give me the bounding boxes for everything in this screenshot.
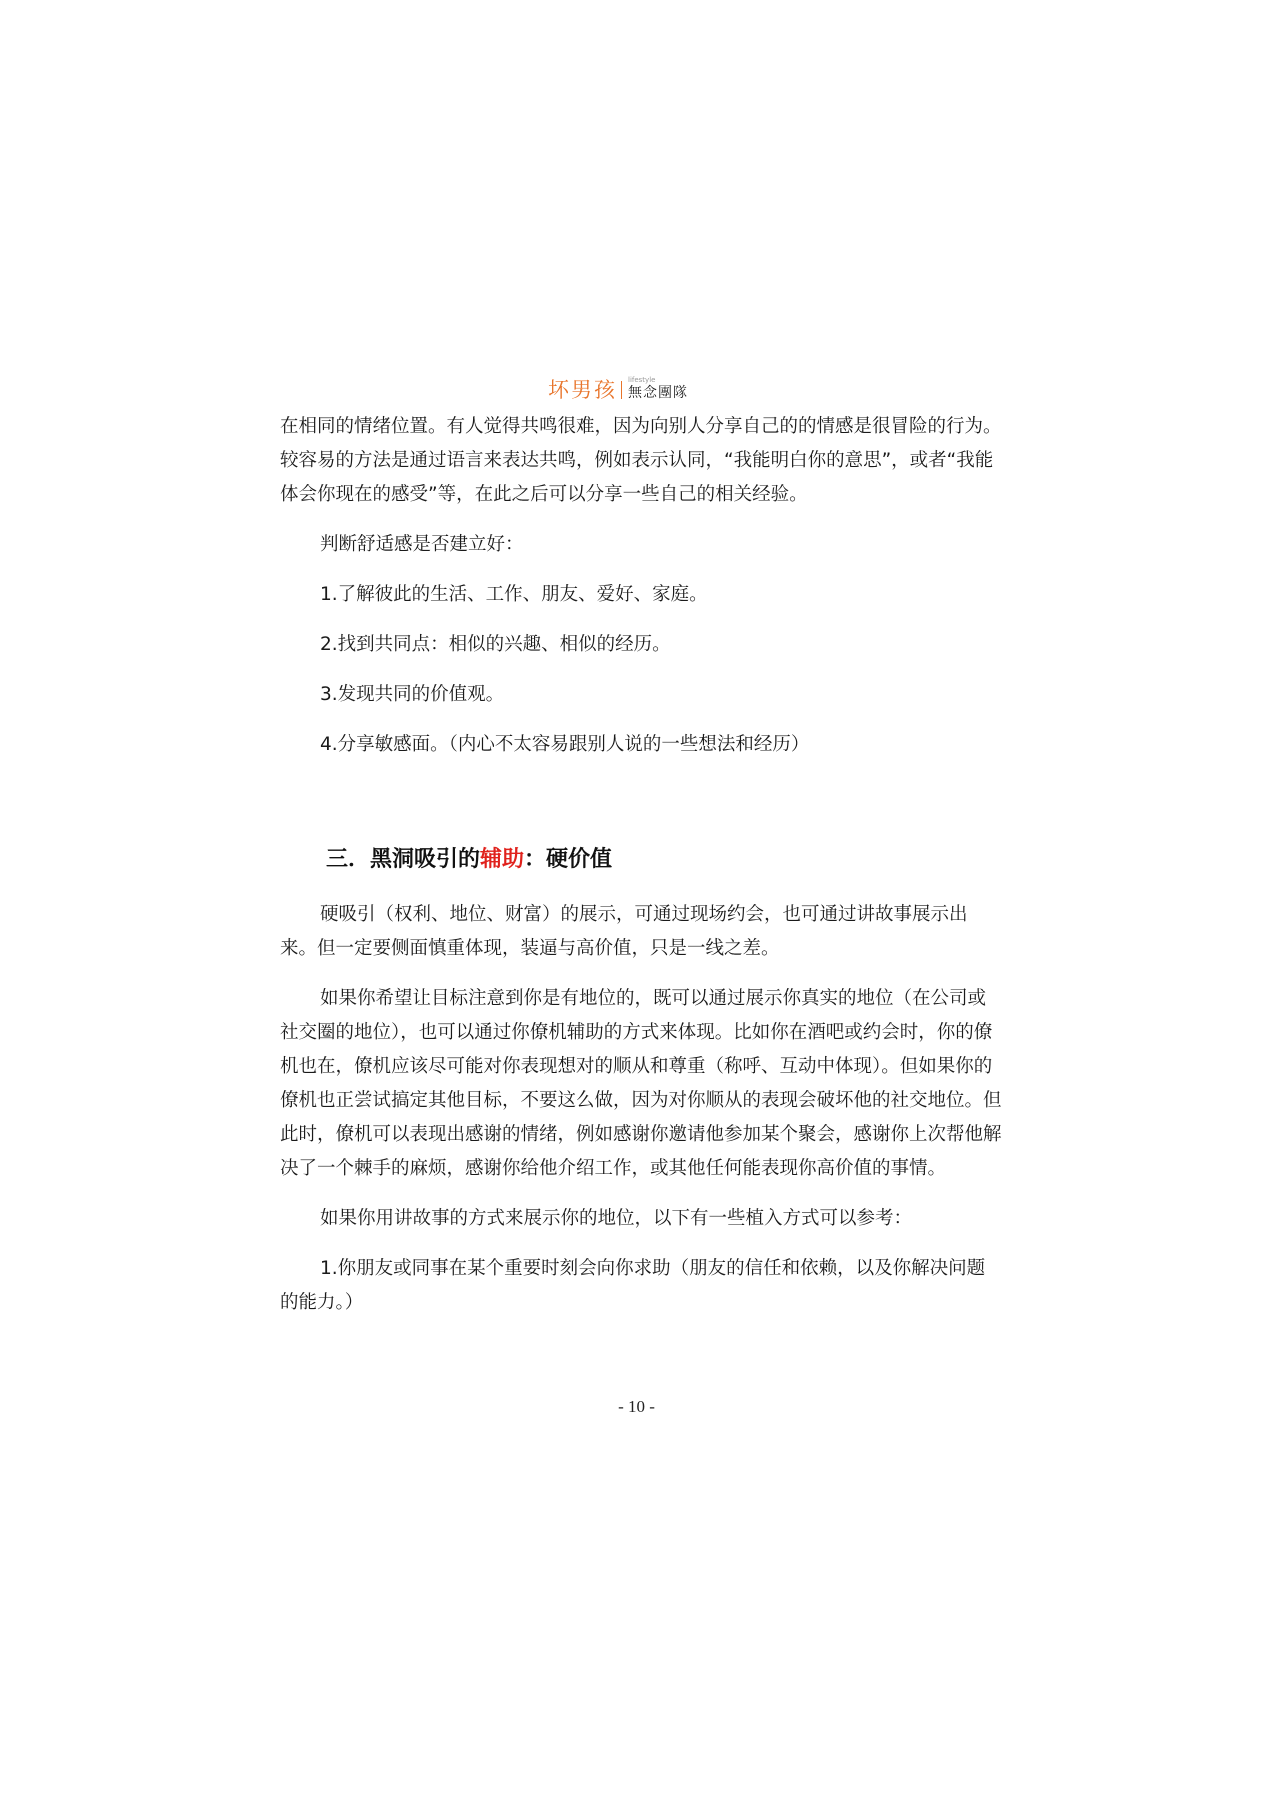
section-heading-highlight: 辅助 [480,847,525,872]
logo-small-text: lifestyle [628,376,656,384]
section-heading-prefix: 三．黑洞吸引的 [326,847,481,872]
list-item: 4.分享敏感面。（内心不太容易跟别人说的一些想法和经历） [320,734,810,755]
list-item: 2.找到共同点：相似的兴趣、相似的经历。 [320,634,671,655]
logo-right-block [628,376,688,402]
paragraph-empathy: 在相同的情绪位置。有人觉得共鸣很难，因为向别人分享自己的的情感是很冒险的行为。较容易的方法是通过语言来表达共鸣，例如表示认同，“我能明白你的意思”，或者“我能体会你现在的感受”等，在此之后可以分享一些自己的相关经验。 [280,416,1002,505]
paragraph-status-display: 如果你希望让目标注意到你是有地位的，既可以通过展示你真实的地位（在公司或社交圈的地位），也可以通过你僚机辅助的方式来体现。比如你在酒吧或约会时，你的僚机也在，僚机应该尽可能对你表现想对的顺从和尊重（称呼、互动中体现）。但如果你的僚机也正尝试搞定其他目标，不要这么做，因为对你顺从的表现会破坏他的社交地位。但此时，僚机可以表现出感谢的情绪，例如感谢你邀请他参加某个聚会，感谢你上次帮他解决了一个棘手的麻烦，感谢你给他介绍工作，或其他任何能表现你高价值的事情。 [280,988,1002,1179]
list-item: 3.发现共同的价值观。 [320,684,505,705]
logo-team-text: 無念團隊 [628,385,688,401]
header-logo [548,370,688,402]
document-body [280,410,1002,1320]
comfort-check-intro: 判断舒适感是否建立好： [320,534,524,555]
paragraph-hard-attraction: 硬吸引（权利、地位、财富）的展示，可通过现场约会，也可通过讲故事展示出来。但一定要侧面慎重体现，装逼与高价值，只是一线之差。 [280,904,968,959]
paragraph-storytelling-intro: 如果你用讲故事的方式来展示你的地位，以下有一些植入方式可以参考： [320,1208,913,1229]
section-heading [280,840,1002,880]
list-item: 1.了解彼此的生活、工作、朋友、爱好、家庭。 [320,584,708,605]
paragraph-story-example-1: 1.你朋友或同事在某个重要时刻会向你求助（朋友的信任和依赖，以及你解决问题的能力。） [280,1258,986,1313]
logo-brand-text: 坏男孩 [548,378,617,402]
section-heading-suffix: ：硬价值 [524,847,613,872]
page-number: - 10 - [618,1397,655,1416]
logo-divider [621,381,622,399]
